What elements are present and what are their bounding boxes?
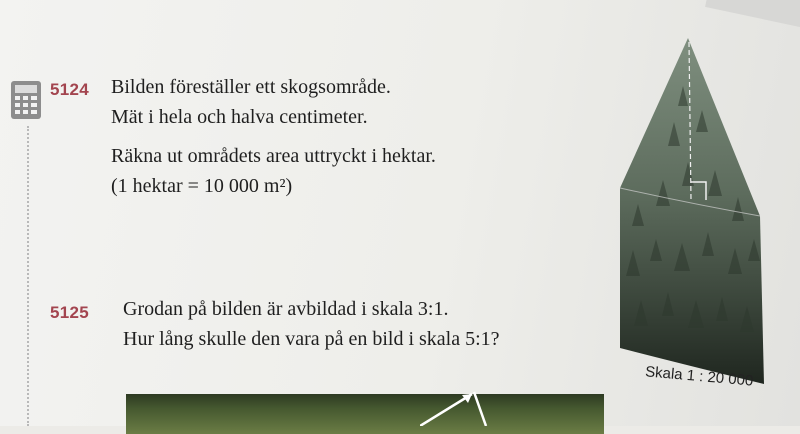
problem-text-line: (1 hektar = 10 000 m²) <box>111 175 293 197</box>
problem-text-line: Hur lång skulle den vara på en bild i skala 5:1? <box>123 328 500 350</box>
margin-dotted-rule <box>27 126 29 426</box>
problem-number: 5125 <box>50 303 90 322</box>
calculator-icon <box>10 80 42 120</box>
problem-number: 5124 <box>50 80 90 99</box>
measurement-arrow <box>420 386 500 426</box>
frog-photo <box>126 394 604 434</box>
forest-area-figure <box>612 36 772 388</box>
problem-text-line: Mät i hela och halva centimeter. <box>111 106 368 128</box>
scale-label: Skala 1 : 20 000 <box>644 363 754 390</box>
problem-text-line: Bilden föreställer ett skogsområde. <box>111 76 391 98</box>
problem-text-line: Räkna ut områdets area uttryckt i hektar. <box>111 145 436 167</box>
problem-text-line: Grodan på bilden är avbildad i skala 3:1. <box>123 298 449 320</box>
